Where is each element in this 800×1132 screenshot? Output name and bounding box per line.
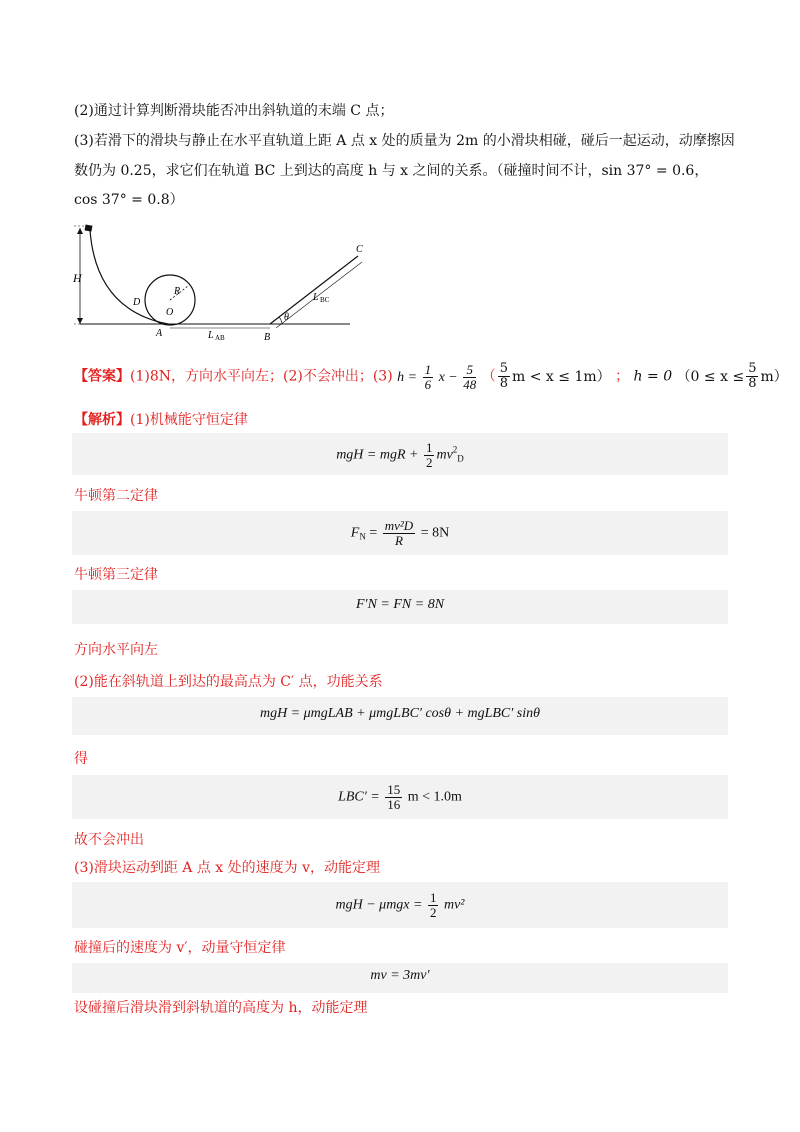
label-LBC-sub: BC (320, 296, 330, 304)
question-part3-line1: (3)若滑下的滑块与静止在水平直轨道上距 A 点 x 处的质量为 2m 的小滑块相碰，碰后一起运动，动摩擦因 (74, 133, 735, 149)
analysis-part1-title (74, 410, 248, 430)
answer-eq1-f1-num: 1 (424, 361, 432, 377)
eq-energy-conservation (72, 441, 728, 470)
eq-b-left: F (350, 525, 360, 541)
label-B: B (264, 332, 271, 343)
eq-a-left: mgH = mgR + (336, 447, 419, 463)
eq-a-num: 1 (425, 440, 433, 455)
equation-box-newton3 (72, 590, 728, 624)
eq-b-num: mv²D (384, 518, 414, 533)
equation-box-kinetic (72, 882, 728, 928)
eq-b-right: = 8N (420, 525, 450, 541)
label-D: D (133, 297, 141, 308)
answer-range2-num: 5 (748, 361, 757, 376)
label-H: H (73, 271, 82, 285)
answer-range2-rest: m） (760, 368, 788, 385)
label-C: C (356, 244, 363, 255)
eq-work-energy: mgH = μmgLAB + μmgLBC′ cosθ + mgLBC′ sinθ (259, 706, 541, 721)
answer-tag: 【答案】 (74, 368, 130, 385)
eq-momentum: mv = 3mv′ (370, 968, 430, 983)
newton-third-law: 牛顿第三定律 (74, 567, 158, 583)
track-diagram (60, 220, 380, 348)
eq-f-right: mv² (443, 897, 465, 913)
label-A: A (156, 328, 163, 339)
equation-box-energy (72, 433, 728, 475)
eq-b-den: R (395, 533, 403, 548)
analysis-part3-title: (3)滑块运动到距 A 点 x 处的速度为 v，动能定理 (74, 860, 380, 876)
answer-range1-den: 8 (499, 376, 509, 391)
eq-f-num: 1 (429, 890, 437, 905)
curved-track (90, 230, 168, 324)
eq-b-sub: N (359, 531, 366, 542)
eq-e-num: 15 (387, 782, 401, 797)
label-O: O (166, 307, 174, 318)
eq-newton2 (72, 519, 728, 548)
answer-range2-den: 8 (748, 376, 757, 391)
label-LAB: L (208, 330, 214, 341)
label-LAB-sub: AB (215, 334, 225, 342)
answer-range2-open: （0 ≤ x ≤ (676, 368, 745, 385)
equation-box-lbc (72, 775, 728, 819)
eq-e-den: 16 (387, 797, 401, 812)
analysis-part2-title: (2)能在斜轨道上到达的最高点为 C′ 点，功能关系 (74, 674, 383, 690)
conclusion-part2: 故不会冲出 (74, 832, 144, 848)
answer-range1-num: 5 (499, 361, 509, 376)
answer-range1-open: （ (481, 368, 496, 385)
equation-box-momentum (72, 963, 728, 993)
label-theta: θ (284, 312, 289, 323)
answer-eq1-f2-num: 5 (463, 363, 476, 378)
answer-eq2: h = 0 (633, 368, 673, 385)
equation-box-newton2 (72, 511, 728, 555)
final-statement: 设碰撞后滑块滑到斜轨道的高度为 h，动能定理 (74, 1000, 368, 1016)
label-LBC: L (313, 292, 319, 303)
label-R: R (174, 286, 181, 297)
answer-eq1-h: h = (397, 369, 418, 385)
eq-f-den: 2 (429, 905, 437, 920)
eq-b-eq: = (369, 525, 378, 541)
question-part2: (2)通过计算判断滑块能否冲出斜轨道的末端 C 点； (74, 103, 394, 119)
newton-second-law: 牛顿第二定律 (74, 488, 158, 504)
eq-newton3: F′N = FN = 8N (355, 597, 445, 612)
eq-a-right: mv (436, 447, 453, 463)
after-collision-statement: 碰撞后的速度为 v′，动量守恒定律 (74, 940, 286, 956)
eq-f-left: mgH − μmgx = (335, 897, 423, 913)
slider-block (85, 225, 93, 232)
eq-a-den: 2 (425, 455, 433, 470)
question-part3-line3: cos 37° = 0.8） (74, 192, 184, 208)
answer-line (74, 362, 788, 392)
question-part3-line2: 数仍为 0.25，求它们在轨道 BC 上到达的高度 h 与 x 之间的关系。（碰撞时间不计，sin 37° = 0.6， (74, 163, 709, 179)
eq-a-sub: D (457, 453, 464, 464)
answer-eq1-mid: x − (438, 369, 458, 385)
answer-eq1-f1-den: 6 (424, 376, 432, 392)
answer-sep: ； (615, 368, 630, 385)
answer-range1-rest: m < x ≤ 1m） (512, 368, 611, 385)
analysis-s1-title: (1)机械能守恒定律 (130, 412, 248, 428)
direction-statement: 方向水平向左 (74, 642, 158, 658)
eq-lbc (72, 783, 728, 812)
answer-eq1-f2-den: 48 (463, 376, 477, 392)
eq-kinetic (72, 891, 728, 920)
analysis-tag: 【解析】 (74, 412, 130, 428)
eq-e-right: m < 1.0m (407, 789, 462, 805)
eq-a-sup: 2 (452, 444, 458, 455)
equation-box-work-energy (72, 697, 728, 735)
therefore-label: 得 (74, 751, 88, 767)
eq-e-left: LBC′ = (338, 789, 380, 805)
answer-part1: (1)8N，方向水平向左；(2)不会冲出；(3) (130, 368, 393, 385)
